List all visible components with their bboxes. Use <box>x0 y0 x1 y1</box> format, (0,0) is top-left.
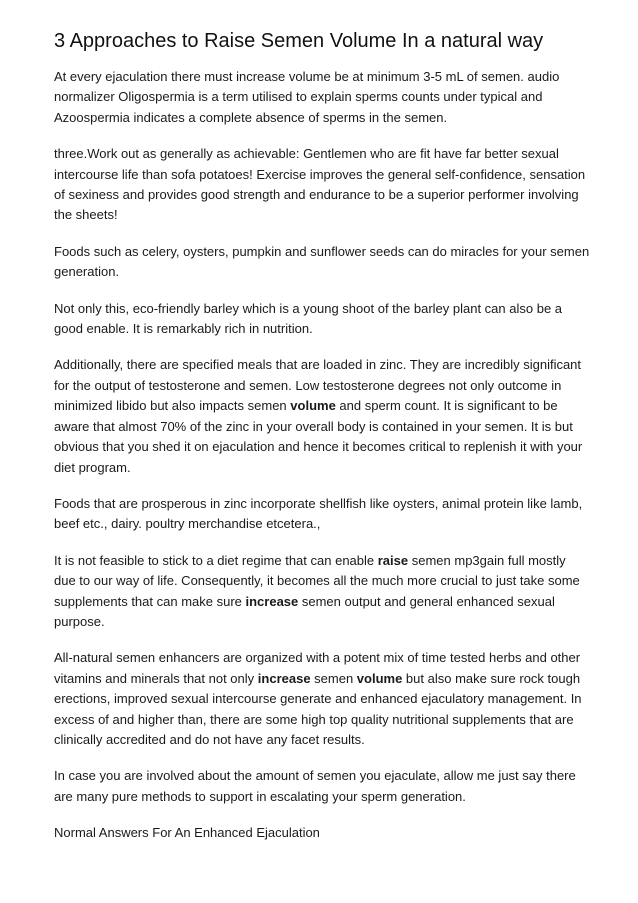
paragraph <box>54 299 594 340</box>
text-run: the sheets! <box>54 207 118 223</box>
text-run: Foods that are prosperous in zinc incorporate shellfish like oysters, animal protein like lamb, <box>54 495 583 511</box>
text-run: Normal Answers For An Enhanced Ejaculation <box>54 825 320 841</box>
bold-keyword: raise <box>377 552 409 568</box>
paragraph <box>54 823 594 843</box>
text-run: are many pure methods to support in escalating your sperm generation. <box>54 788 466 804</box>
text-run: semen mp3gain full mostly <box>408 552 566 568</box>
text-run: supplements that can make sure <box>54 593 246 609</box>
text-run: minimized libido but also impacts semen <box>54 398 291 414</box>
text-run: generation. <box>54 264 120 280</box>
text-run: semen output and general enhanced sexual <box>298 593 555 609</box>
bold-keyword: volume <box>356 670 403 686</box>
text-run: excess of and higher than, there are some high top quality nutritional supplements that are <box>54 711 574 727</box>
text-run: three.Work out as generally as achievable: Gentlemen who are fit have far better sexual <box>54 146 559 162</box>
text-run: Foods such as celery, oysters, pumpkin and sunflower seeds can do miracles for your semen <box>54 243 590 259</box>
text-run: Additionally, there are specified meals that are loaded in zinc. They are incredibly significant <box>54 357 582 373</box>
text-run: Not only this, eco-friendly barley which is a young shoot of the barley plant can also be a <box>54 300 563 316</box>
text-run: and sperm count. It is significant to be <box>335 398 558 414</box>
text-run: intercourse life than sofa potatoes! Exercise improves the general self-confidence, sensation <box>54 166 586 182</box>
paragraph <box>54 648 594 750</box>
text-run: beef etc., dairy. poultry merchandise etcetera., <box>54 516 321 532</box>
text-run: for the output of testosterone and semen. Low testosterone degrees not only outcome in <box>54 377 562 393</box>
text-run: diet program. <box>54 459 131 475</box>
text-run: Azoospermia indicates a complete absence of sperms in the semen. <box>54 109 448 125</box>
text-run: erections, improved sexual intercourse generate and enhanced ejaculatory management. In <box>54 691 582 707</box>
text-run: All-natural semen enhancers are organized with a potent mix of time tested herbs and other <box>54 650 581 666</box>
paragraph <box>54 494 594 535</box>
bold-keyword: increase <box>257 670 311 686</box>
text-run: good enable. It is remarkably rich in nutrition. <box>54 321 313 337</box>
text-run: clinically accredited and do not have any facet results. <box>54 731 365 747</box>
paragraph <box>54 766 594 807</box>
text-run: semen <box>310 670 357 686</box>
bold-keyword: volume <box>290 398 336 414</box>
paragraph <box>54 144 594 226</box>
text-run: aware that almost 70% of the zinc in your overall body is contained in your semen. It is but <box>54 418 573 434</box>
bold-keyword: increase <box>245 593 299 609</box>
paragraph <box>54 242 594 283</box>
paragraph <box>54 67 594 128</box>
text-run: obvious that you shed it on ejaculation and hence it becomes critical to replenish it with your <box>54 439 583 455</box>
paragraph <box>54 551 594 633</box>
document-page <box>54 28 594 860</box>
text-run: In case you are involved about the amount of semen you ejaculate, allow me just say there <box>54 768 576 784</box>
text-run: but also make sure rock tough <box>402 670 581 686</box>
text-run: vitamins and minerals that not only <box>54 670 258 686</box>
page-title: 3 Approaches to Raise Semen Volume In a natural way <box>54 30 544 52</box>
text-run: At every ejaculation there must increase volume be at minimum 3-5 mL of semen. audio <box>54 69 560 84</box>
text-run: due to our way of life. Consequently, it becomes all the much more crucial to just take some <box>54 573 580 589</box>
document-body <box>54 67 594 844</box>
paragraph <box>54 355 594 477</box>
text-run: purpose. <box>54 613 105 629</box>
text-run: of sexiness and provides good strength and endurance to be a superior performer involving <box>54 187 579 203</box>
text-run: It is not feasible to stick to a diet regime that can enable <box>54 552 378 568</box>
text-run: normalizer Oligospermia is a term utilised to explain sperms counts under typical and <box>54 89 543 105</box>
